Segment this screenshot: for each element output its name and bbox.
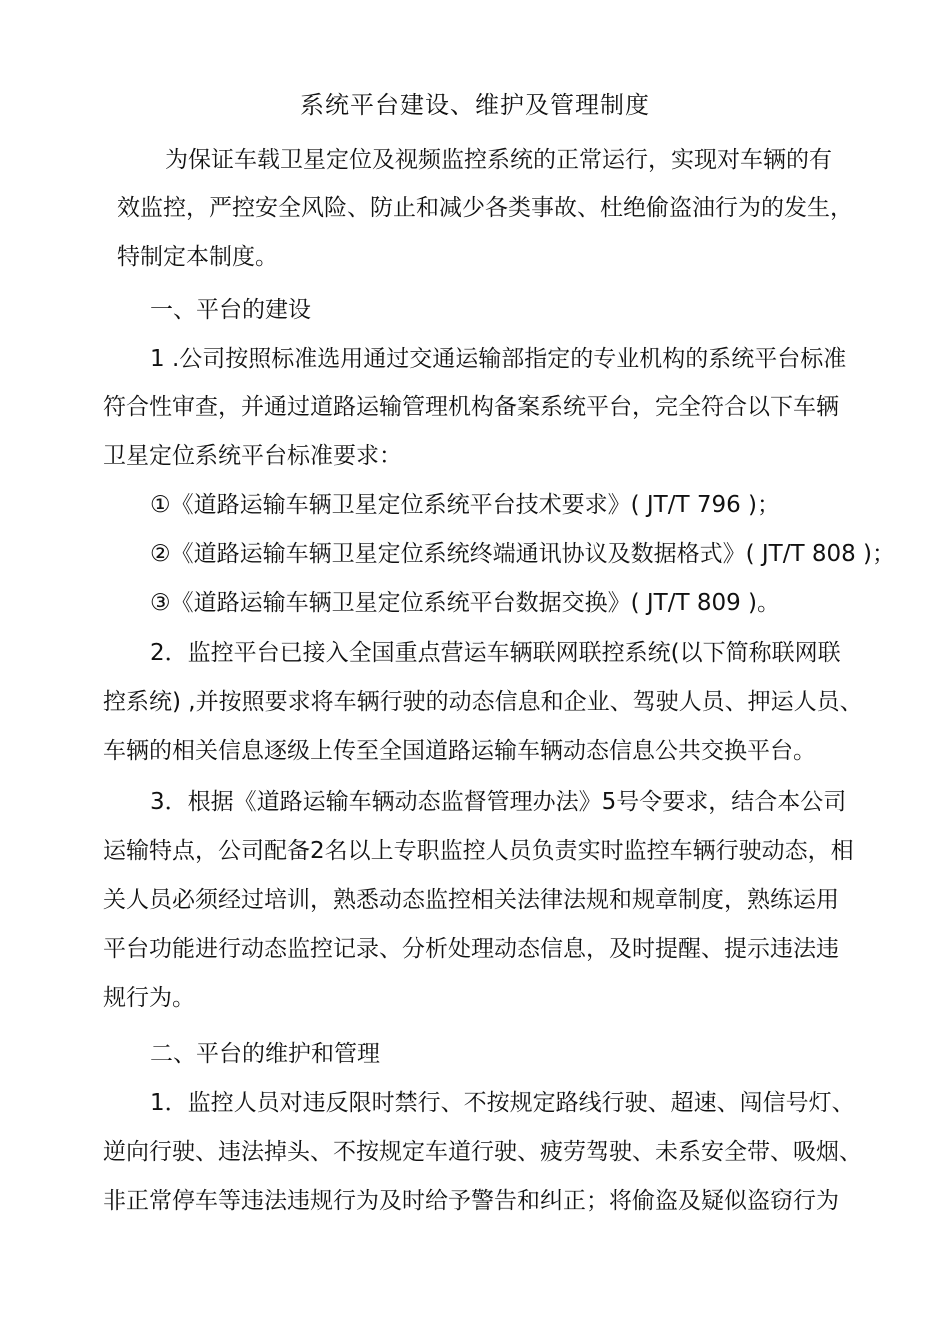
section-2-item-1-line-2: 逆向行驶、违法掉头、不按规定车道行驶、疲劳驾驶、未系安全带、吸烟、 (103, 1139, 862, 1165)
section-2-item-1-line-1: 1．监控人员对违反限时禁行、不按规定路线行驶、超速、闯信号灯、 (150, 1090, 855, 1116)
section-1-item-2-line-3: 车辆的相关信息逐级上传至全国道路运输车辆动态信息公共交换平台。 (103, 738, 816, 764)
standard-item-3: ③《道路运输车辆卫星定位系统平台数据交换》( JT/T 809 )。 (150, 590, 781, 616)
standard-item-1: ①《道路运输车辆卫星定位系统平台技术要求》( JT/T 796 )； (150, 492, 781, 518)
intro-line-1: 为保证车载卫星定位及视频监控系统的正常运行，实现对车辆的有 (165, 147, 832, 173)
standard-item-2: ②《道路运输车辆卫星定位系统终端通讯协议及数据格式》( JT/T 808 )； (150, 541, 896, 567)
section-1-item-3-line-3: 关人员必须经过培训，熟悉动态监控相关法律法规和规章制度，熟练运用 (103, 887, 839, 913)
document-title: 系统平台建设、维护及管理制度 (300, 91, 650, 119)
section-2-heading: 二、平台的维护和管理 (150, 1041, 380, 1067)
section-1-item-1-line-2: 符合性审查，并通过道路运输管理机构备案系统平台，完全符合以下车辆 (103, 394, 839, 420)
section-1-heading: 一、平台的建设 (150, 297, 311, 323)
section-1-item-1-line-1: 1 .公司按照标准选用通过交通运输部指定的专业机构的系统平台标准 (150, 346, 847, 372)
section-1-item-3-line-1: 3．根据《道路运输车辆动态监督管理办法》5号令要求，结合本公司 (150, 789, 847, 815)
intro-line-3: 特制定本制度。 (117, 244, 278, 270)
section-1-item-3-line-5: 规行为。 (103, 985, 195, 1011)
section-1-item-3-line-4: 平台功能进行动态监控记录、分析处理动态信息，及时提醒、提示违法违 (103, 936, 839, 962)
section-1-item-1-line-3: 卫星定位系统平台标准要求： (103, 443, 402, 469)
section-1-item-2-line-2: 控系统) ,并按照要求将车辆行驶的动态信息和企业、驾驶人员、押运人员、 (103, 689, 863, 715)
section-2-item-1-line-3: 非正常停车等违法违规行为及时给予警告和纠正；将偷盗及疑似盗窃行为 (103, 1188, 839, 1214)
section-1-item-2-line-1: 2．监控平台已接入全国重点营运车辆联网联控系统(以下简称联网联 (150, 640, 841, 666)
section-1-item-3-line-2: 运输特点，公司配备2名以上专职监控人员负责实时监控车辆行驶动态，相 (103, 838, 854, 864)
intro-line-2: 效监控，严控安全风险、防止和减少各类事故、杜绝偷盗油行为的发生， (117, 195, 853, 221)
